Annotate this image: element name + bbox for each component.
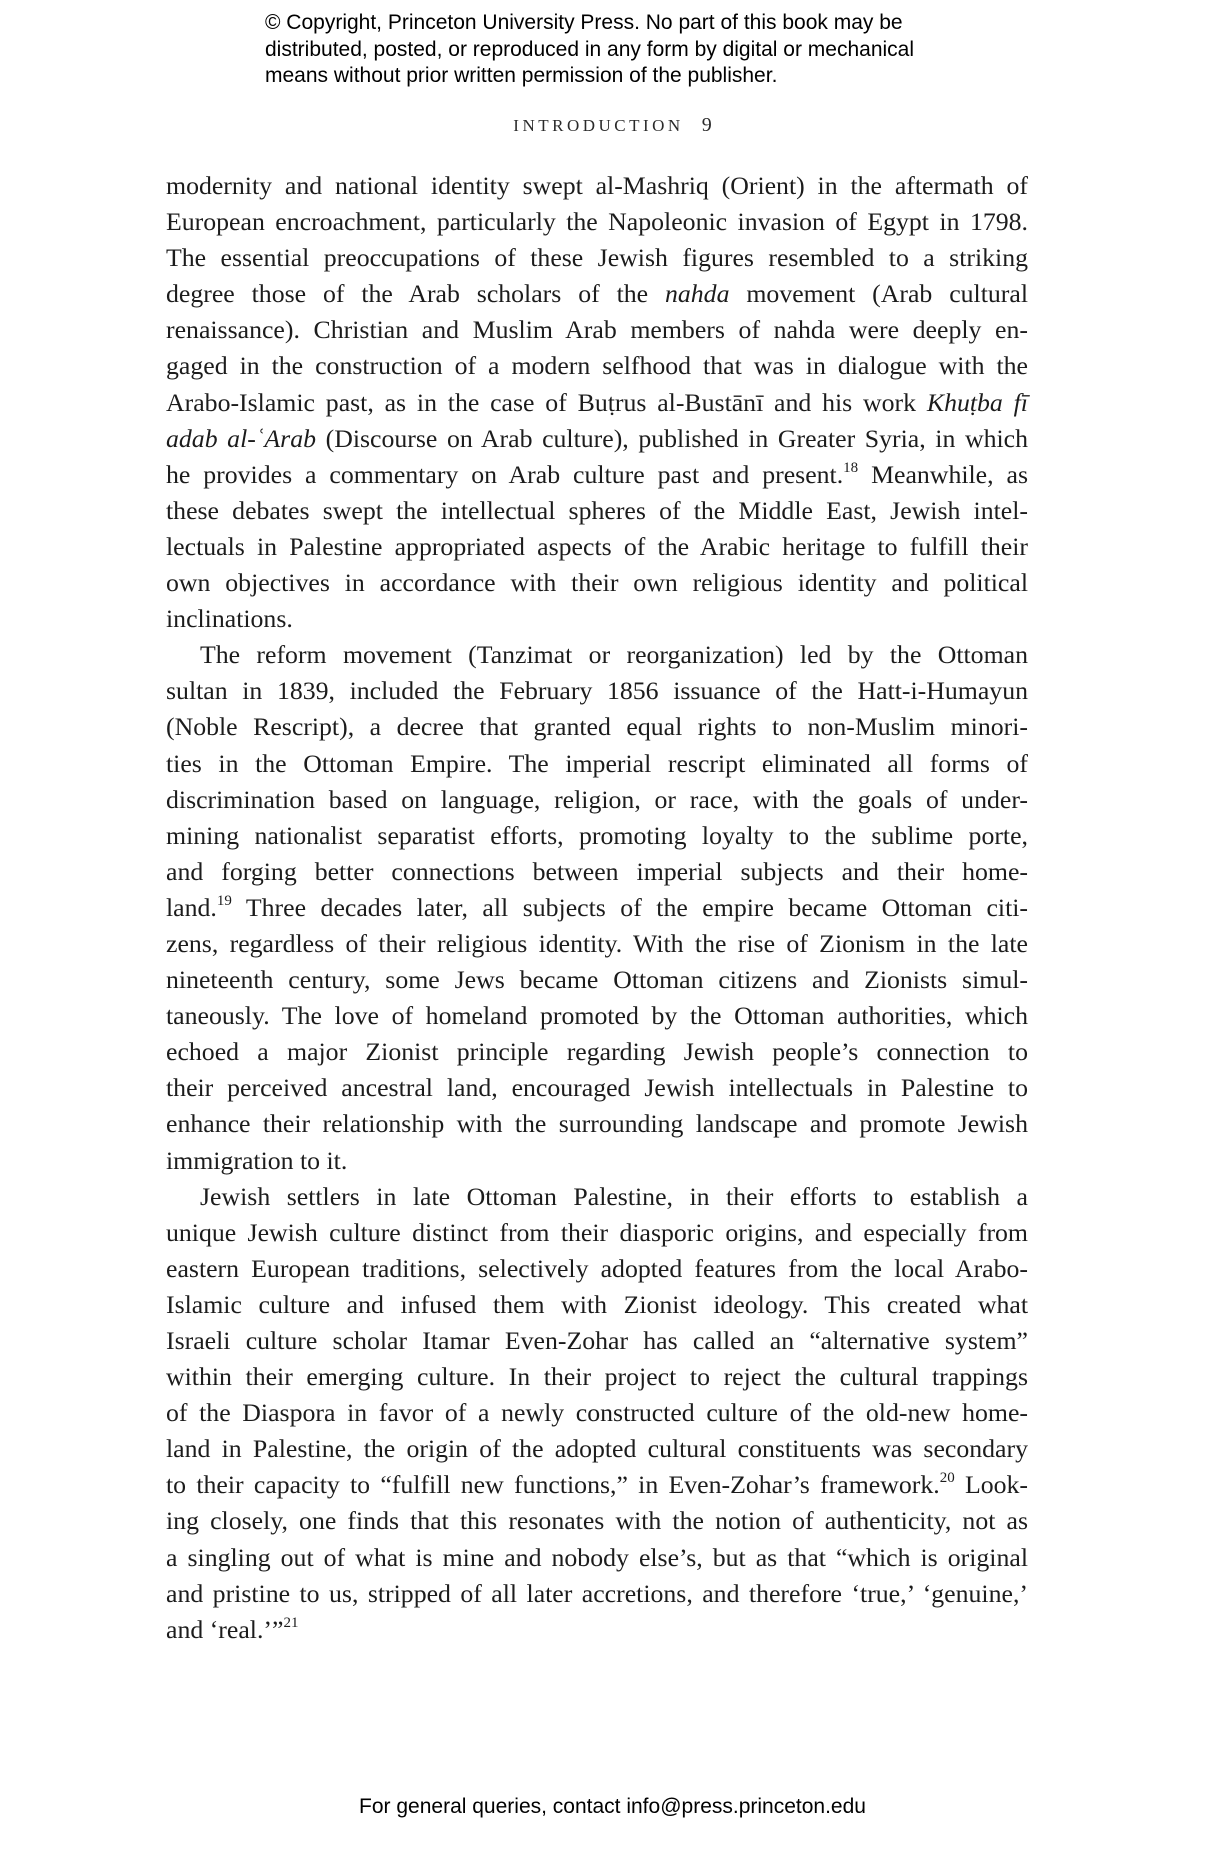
- text-line: discrimination based on language, religion, or race, with the goals of under-: [166, 784, 1028, 814]
- text-line: land.$^{19}$ Three decades later, all subjects of the empire became Ottoman citi-: [166, 892, 1028, 922]
- text-line: nineteenth century, some Jews became Ottoman citizens and Zionists simul-: [166, 965, 1028, 995]
- text-line: renaissance). Christian and Muslim Arab members of nahda were deeply en-: [166, 315, 1028, 345]
- italic-title: Khuṭba fī: [926, 387, 1028, 417]
- text-line: these debates swept the intellectual spheres of the Middle East, Jewish intel-: [166, 495, 1028, 525]
- text-line: inclinations.: [166, 604, 293, 634]
- body-text: [166, 168, 1028, 1648]
- italic-title: adab al-ʿArab: [166, 423, 317, 453]
- page-number: 9: [701, 114, 712, 136]
- paragraph: [166, 1179, 1028, 1648]
- running-head: [0, 114, 1225, 137]
- text-line: of the Diaspora in favor of a newly constructed culture of the old-new home-: [166, 1398, 1028, 1428]
- text-line: Jewish settlers in late Ottoman Palestine, in their efforts to establish a: [200, 1181, 1028, 1211]
- text-line: modernity and national identity swept al-Mashriq (Orient) in the aftermath of: [166, 171, 1028, 200]
- text-line: and pristine to us, stripped of all later accretions, and therefore ‘true,’ ‘genuine,’: [166, 1578, 1028, 1608]
- text-line: their perceived ancestral land, encouraged Jewish intellectuals in Palestine to: [166, 1073, 1028, 1103]
- text-line: and ‘real.’”$^{21}$: [166, 1614, 299, 1644]
- copyright-line: distributed, posted, or reproduced in any form by digital or mechanical: [265, 37, 915, 61]
- text-line: mining nationalist separatist efforts, promoting loyalty to the sublime porte,: [166, 820, 1028, 850]
- text-line: Israeli culture scholar Itamar Even-Zohar has called an “alternative system”: [166, 1326, 1028, 1355]
- text-line: taneously. The love of homeland promoted by the Ottoman authorities, which: [166, 1001, 1028, 1031]
- paragraph: [166, 168, 1028, 637]
- paragraph: [166, 637, 1028, 1178]
- copyright-line: means without prior written permission of the publisher.: [265, 64, 778, 87]
- text-line: The reform movement (Tanzimat or reorganization) led by the Ottoman: [200, 640, 1028, 670]
- text-line: The essential preoccupations of these Jewish figures resembled to a striking: [166, 243, 1028, 273]
- text-line: degree those of the Arab scholars of the nahda movement (Arab cultural: [166, 279, 1028, 309]
- running-head-section: INTRODUCTION: [513, 116, 684, 135]
- text-line: adab al-ʿArab (Discourse on Arab culture), published in Greater Syria, in which: [166, 423, 1028, 453]
- text-line: he provides a commentary on Arab culture past and present.$^{18}$ Meanwhile, as: [166, 459, 1028, 489]
- footnote-marker[interactable]: 20: [939, 1470, 955, 1487]
- copyright-line: © Copyright, Princeton University Press. No part of this book may be: [265, 11, 903, 34]
- text-line: to their capacity to “fulfill new functions,” in Even-Zohar’s framework.$^{20}$ Look-: [166, 1470, 1028, 1500]
- text-line: ties in the Ottoman Empire. The imperial rescript eliminated all forms of: [166, 748, 1028, 778]
- text-line: land in Palestine, the origin of the adopted cultural constituents was secondary: [166, 1434, 1028, 1464]
- text-line: and forging better connections between imperial subjects and their home-: [166, 856, 1028, 886]
- text-line: echoed a major Zionist principle regarding Jewish people’s connection to: [166, 1037, 1028, 1067]
- text-line: immigration to it.: [166, 1145, 348, 1175]
- footer-contact: For general queries, contact info@press.princeton.edu: [359, 1795, 866, 1818]
- footnote-marker[interactable]: 18: [843, 459, 859, 476]
- text-line: gaged in the construction of a modern selfhood that was in dialogue with the: [166, 351, 1028, 381]
- copyright-notice: [265, 10, 1025, 90]
- italic-title: nahda: [664, 279, 730, 309]
- text-line: (Noble Rescript), a decree that granted equal rights to non-Muslim minori-: [166, 712, 1028, 742]
- text-line: own objectives in accordance with their own religious identity and political: [166, 568, 1028, 598]
- text-line: ing closely, one finds that this resonates with the notion of authenticity, not as: [166, 1506, 1028, 1536]
- text-line: a singling out of what is mine and nobody else’s, but as that “which is original: [166, 1542, 1028, 1572]
- text-line: unique Jewish culture distinct from their diasporic origins, and especially from: [166, 1217, 1028, 1247]
- text-line: European encroachment, particularly the Napoleonic invasion of Egypt in 1798.: [166, 207, 1028, 237]
- text-line: sultan in 1839, included the February 1856 issuance of the Hatt-i-Humayun: [166, 676, 1028, 706]
- text-line: enhance their relationship with the surrounding landscape and promote Jewish: [166, 1109, 1028, 1139]
- text-line: Islamic culture and infused them with Zionist ideology. This created what: [166, 1289, 1028, 1319]
- text-line: lectuals in Palestine appropriated aspects of the Arabic heritage to fulfill their: [166, 531, 1028, 561]
- footnote-marker[interactable]: 21: [283, 1614, 299, 1631]
- text-line: zens, regardless of their religious identity. With the rise of Zionism in the late: [166, 928, 1028, 958]
- footnote-marker[interactable]: 19: [216, 892, 232, 909]
- text-line: eastern European traditions, selectively adopted features from the local Arabo-: [166, 1253, 1028, 1283]
- text-line: Arabo-Islamic past, as in the case of Buṭrus al-Bustānī and his work Khuṭba fī: [166, 387, 1028, 417]
- text-line: within their emerging culture. In their project to reject the cultural trappings: [166, 1362, 1028, 1392]
